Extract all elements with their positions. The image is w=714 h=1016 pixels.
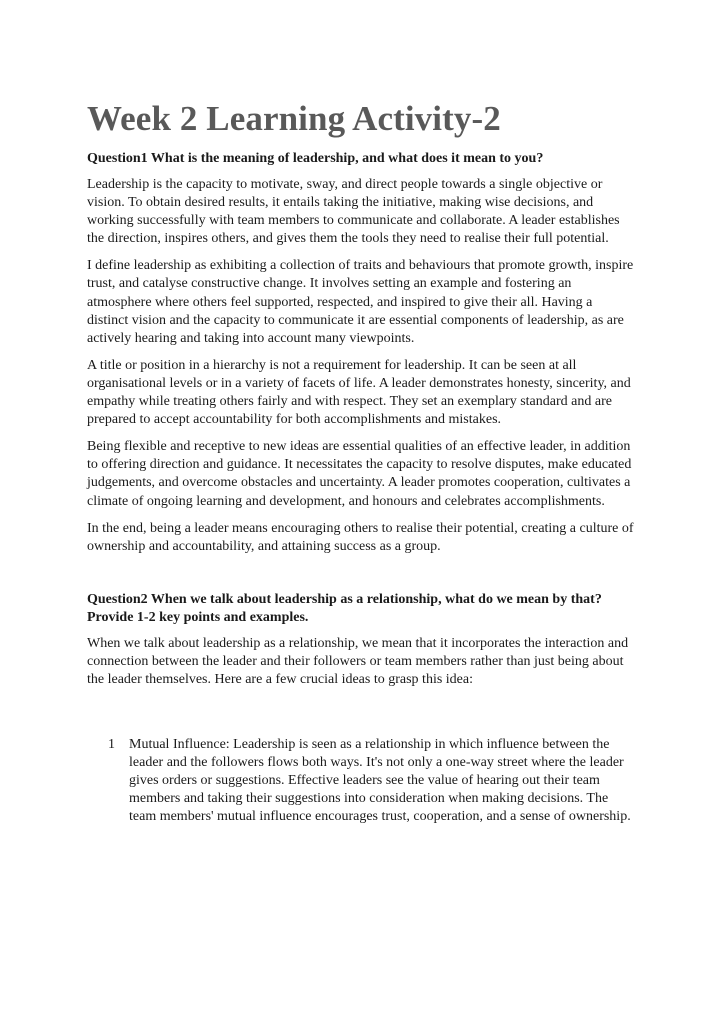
question1-paragraph-2: I define leadership as exhibiting a collection of traits and behaviours that promote growth, inspire trust, and catalyse constructive change. It involves setting an example and fostering an atmosphere where others feel supported, respected, and inspired to give their all. Having a distinct vision and the capacity to communicate it are essential components of leadership, as are actively hearing and taking into account many viewpoints.	[87, 258, 634, 346]
question1-paragraph-3: A title or position in a hierarchy is not a requirement for leadership. It can be seen at all organisational levels or in a variety of facets of life. A leader demonstrates honesty, sincerity, and empathy while treating others fairly and with respect. They set an exemplary standard and are prepared to accept accountability for both accomplishments and mistakes.	[87, 357, 631, 428]
question2-heading: Question2 When we talk about leadership as a relationship, what do we mean by that? Provide 1-2 key points and examples.	[87, 591, 602, 625]
list-spacer	[87, 698, 635, 736]
question1-heading: Question1 What is the meaning of leadership, and what does it mean to you?	[87, 151, 544, 166]
question1-paragraph-1: Leadership is the capacity to motivate, sway, and direct people towards a single objective or vision. To obtain desired results, it entails taking the initiative, making wise decisions, and working successfully with team members to communicate and collaborate. A leader establishes the direction, inspires others, and gives them the tools they need to realise their full potential.	[87, 177, 620, 247]
section-spacer	[87, 565, 635, 591]
document-title: Week 2 Learning Activity-2	[87, 99, 501, 138]
question2-intro: When we talk about leadership as a relationship, we mean that it incorporates the interaction and connection between the leader and their followers or team members rather than just being about the leader themselves. Here are a few crucial ideas to grasp this idea:	[87, 635, 629, 687]
list-item-text: Mutual Influence: Leadership is seen as a relationship in which influence between the leader and the followers flows both ways. It's not only a one-way street where the leader gives orders or suggestions. Effective leaders see the value of hearing out their team members and taking their suggestions into consideration when making decisions. The team members' mutual influence encourages trust, cooperation, and a sense of ownership.	[129, 737, 631, 825]
list-item-number: 1	[108, 737, 115, 753]
list-item	[87, 736, 635, 826]
question1-paragraph-4: Being flexible and receptive to new ideas are essential qualities of an effective leader, in addition to offering direction and guidance. It necessitates the capacity to resolve disputes, make educated judgements, and overcome obstacles and uncertainty. A leader promotes cooperation, cultivates a climate of ongoing learning and development, and honours and celebrates accomplishments.	[87, 439, 632, 509]
document-page	[87, 96, 635, 827]
key-points-list	[87, 736, 635, 826]
question1-paragraph-5: In the end, being a leader means encouraging others to realise their potential, creating a culture of ownership and accountability, and attaining success as a group.	[87, 520, 634, 554]
